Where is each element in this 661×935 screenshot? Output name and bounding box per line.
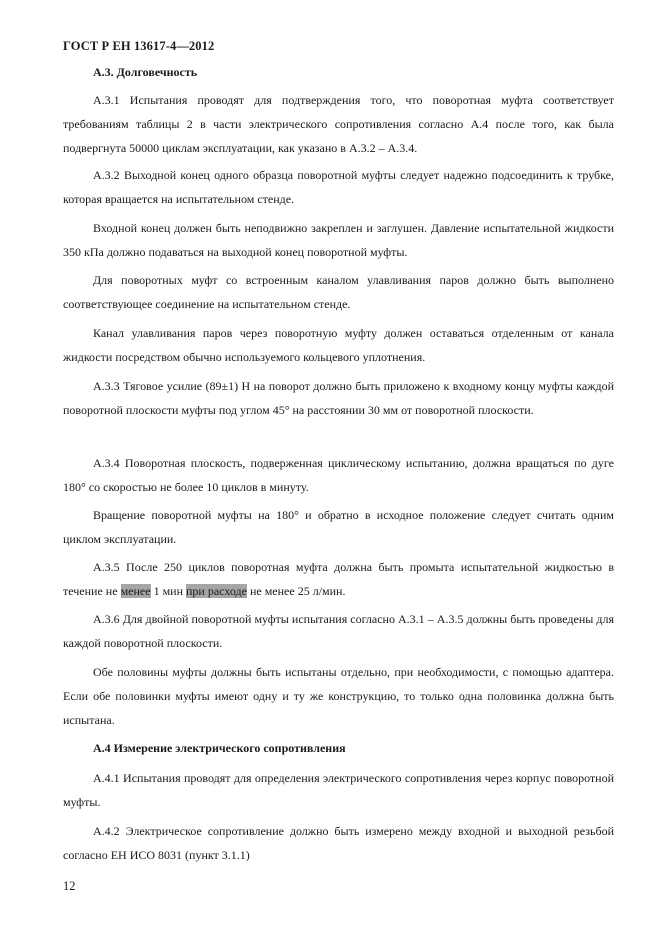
paragraph-a3-4: А.3.4 Поворотная плоскость, подверженная циклическому испытанию, должна вращаться по дуге 180° со скоростью не более 10 циклов в минуту. bbox=[63, 456, 614, 494]
paragraph-a3-3: А.3.3 Тяговое усилие (89±1) Н на поворот должно быть приложено к входному концу муфты каждой поворотной плоскости муфты под углом 45° на расстоянии 30 мм от поворотной плоскости. bbox=[63, 379, 614, 417]
section-heading-a4: А.4 Измерение электрического сопротивления bbox=[93, 741, 346, 755]
paragraph-halves: Обе половины муфты должны быть испытаны отдельно, при необходимости, с помощью адаптера. Если обе половинки муфты имеют одну и ту же конструкцию, то только одна половинка должна быть испытана. bbox=[63, 665, 614, 727]
paragraph-a3-5 bbox=[63, 555, 614, 603]
paragraph-a3-6: А.3.6 Для двойной поворотной муфты испытания согласно А.3.1 – А.3.5 должны быть проведены для каждой поворотной плоскости. bbox=[63, 612, 614, 650]
paragraph-vapour-channel-seal: Канал улавливания паров через поворотную муфту должен оставаться отделенным от канала жидкости посредством обычно используемого кольцевого уплотнения. bbox=[63, 326, 614, 364]
paragraph-a3-2: А.3.2 Выходной конец одного образца поворотной муфты следует надежно подсоединить к трубке, которая вращается на испытательном стенде. bbox=[63, 168, 614, 206]
paragraph-a3-1: А.3.1 Испытания проводят для подтверждения того, что поворотная муфта соответствует требованиям таблицы 2 в части электрического сопротивления согласно А.4 после того, как была подвергнута 50000 циклам эксплуатации, как указано в А.3.2 – А.3.4. bbox=[63, 93, 614, 155]
paragraph-a4-1: А.4.1 Испытания проводят для определения электрического сопротивления через корпус поворотной муфты. bbox=[63, 771, 614, 809]
highlighted-text-flow: при расходе bbox=[186, 584, 247, 598]
page-number: 12 bbox=[63, 879, 76, 893]
paragraph-a3-5-text-1: А.3.5 После 250 циклов поворотная муфта должна быть промыта испытательной жидкостью в течение не bbox=[63, 560, 614, 598]
paragraph-a4-2: А.4.2 Электрическое сопротивление должно быть измерено между входной и выходной резьбой согласно ЕН ИСО 8031 (пункт 3.1.1) bbox=[63, 824, 614, 862]
paragraph-a3-5-text-2: 1 мин bbox=[150, 584, 186, 598]
section-heading-a3: А.3. Долговечность bbox=[93, 65, 198, 79]
highlighted-text-min: менее bbox=[120, 584, 151, 598]
paragraph-a3-2-inlet: Входной конец должен быть неподвижно закреплен и заглушен. Давление испытательной жидкости 350 кПа должно подаваться на выходной конец поворотной муфты. bbox=[63, 221, 614, 259]
paragraph-a3-5-text-3: не менее 25 л/мин. bbox=[246, 584, 346, 598]
paragraph-vapour-channel: Для поворотных муфт со встроенным каналом улавливания паров должно быть выполнено соответствующее соединение на испытательном стенде. bbox=[63, 273, 614, 311]
document-header: ГОСТ Р ЕН 13617-4—2012 bbox=[63, 39, 215, 53]
paragraph-cycle-definition: Вращение поворотной муфты на 180° и обратно в исходное положение следует считать одним циклом эксплуатации. bbox=[63, 508, 614, 546]
